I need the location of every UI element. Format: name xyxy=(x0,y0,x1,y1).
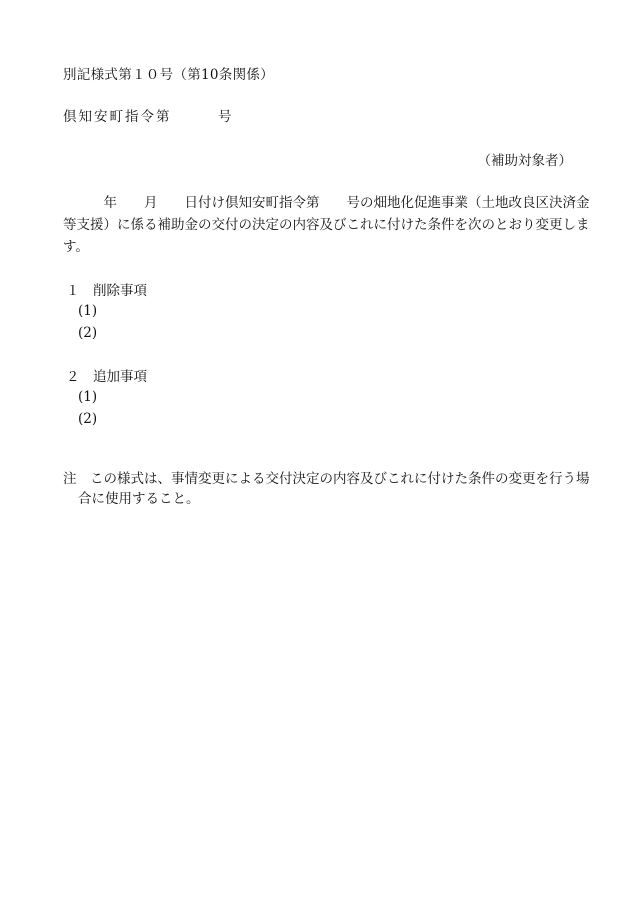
body-text-line: 年 月 日付け倶知安町指令第 号の畑地化促進事業（土地改良区決済金 xyxy=(63,195,590,211)
list-item: (1) xyxy=(78,389,98,405)
section-title-additions: ２ 追加事項 xyxy=(66,369,147,385)
addressee-label: （補助対象者） xyxy=(477,153,572,169)
section-title-deletions: １ 削除事項 xyxy=(66,283,147,299)
list-item: (2) xyxy=(78,325,98,341)
document-number-label: 倶知安町指令第 号 xyxy=(63,109,234,125)
note-text: 注 この様式は、事情変更による交付決定の内容及びこれに付けた条件の変更を行う場 xyxy=(63,471,590,487)
list-item: (1) xyxy=(78,303,98,319)
form-heading: 別記様式第１０号（第10条関係） xyxy=(63,67,274,83)
body-text-line: す。 xyxy=(63,239,89,255)
list-item: (2) xyxy=(78,411,98,427)
note-text-continued: 合に使用すること。 xyxy=(78,491,200,507)
body-text-line: 等支援）に係る補助金の交付の決定の内容及びこれに付けた条件を次のとおり変更しま xyxy=(63,217,590,233)
